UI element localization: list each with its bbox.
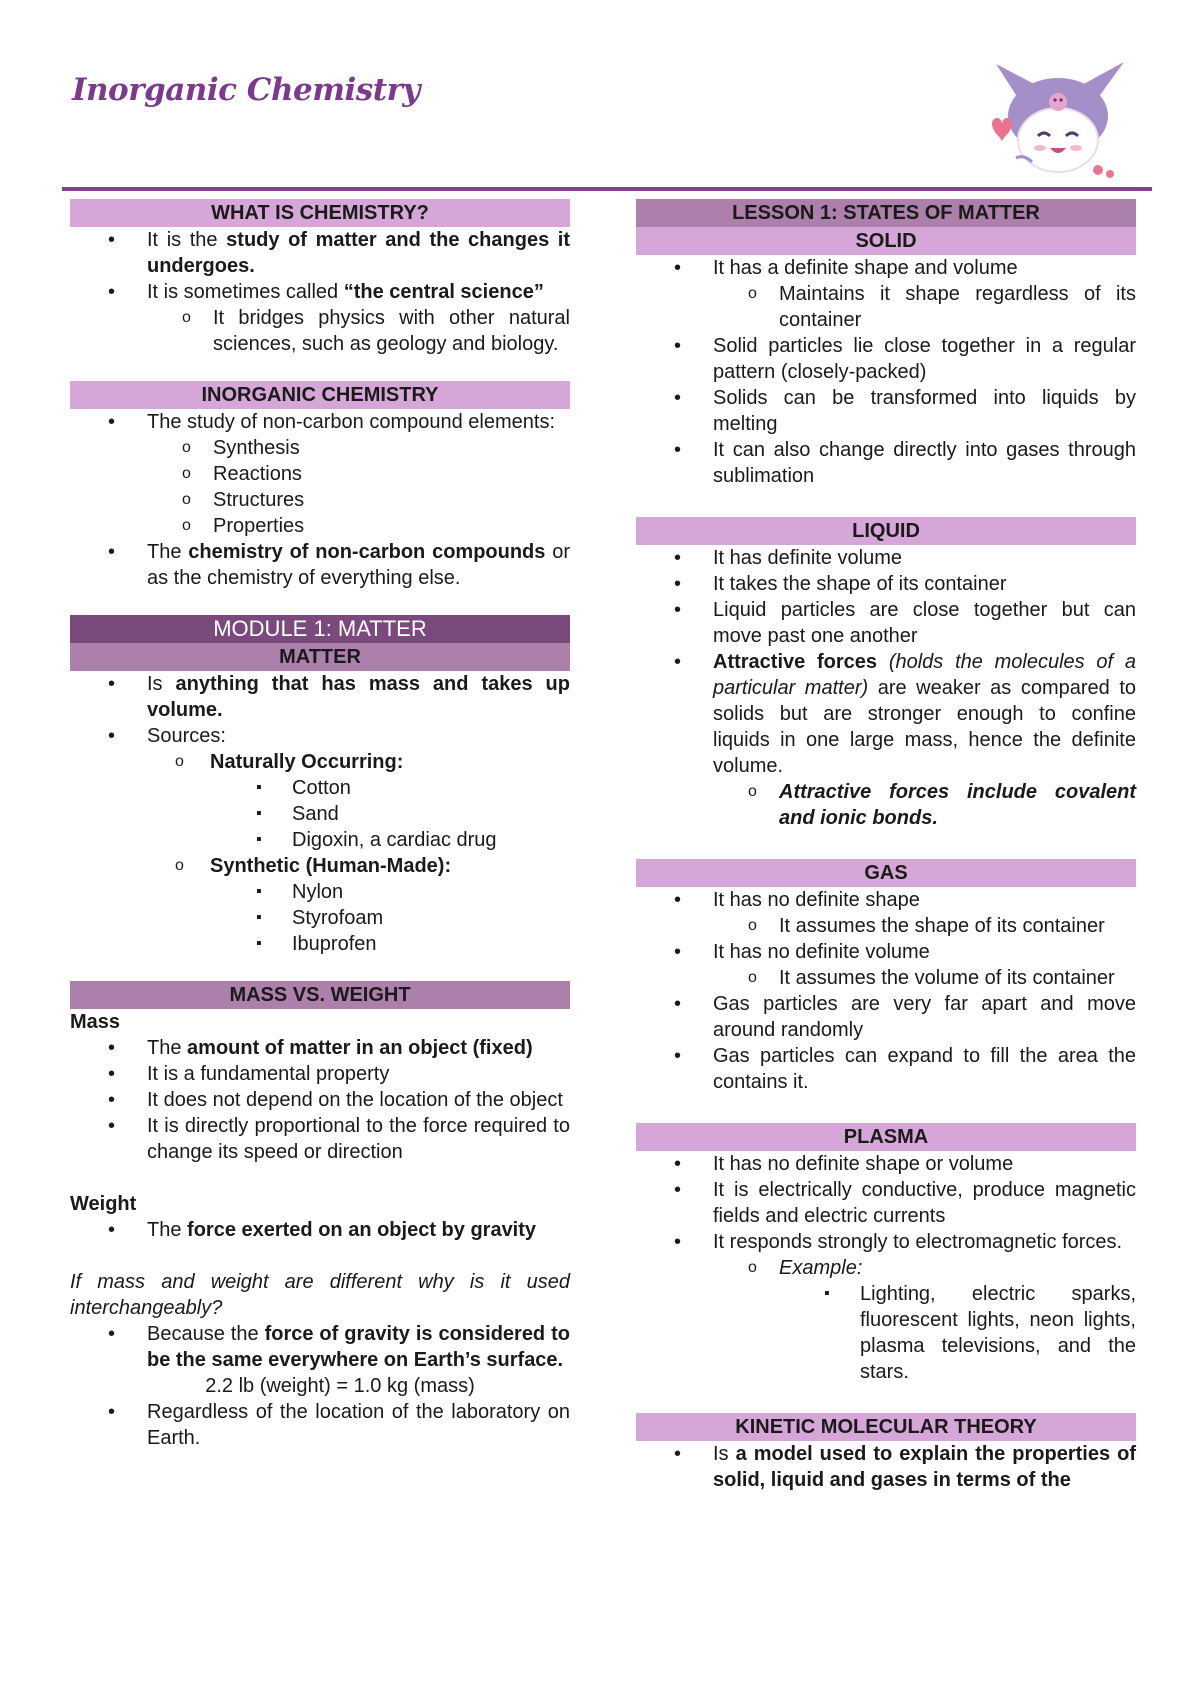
section-heading-what-is-chemistry: WHAT IS CHEMISTRY?: [70, 199, 570, 227]
section-heading-solid: SOLID: [636, 227, 1136, 255]
sub-list-item: o Maintains it shape regardless of its container: [636, 281, 1136, 333]
list-item: • It is a fundamental property: [70, 1061, 570, 1087]
section-heading-liquid: LIQUID: [636, 517, 1136, 545]
list-item: • Solid particles lie close together in a regular pattern (closely-packed): [636, 333, 1136, 385]
list-item: • Sources:: [70, 723, 570, 749]
sub-sub-list-item: ▪ Ibuprofen: [70, 931, 570, 957]
list-item: • It can also change directly into gases through sublimation: [636, 437, 1136, 489]
sub-sub-list-item: ▪ Nylon: [70, 879, 570, 905]
list-item: • The amount of matter in an object (fixed): [70, 1035, 570, 1061]
list-item: • It has no definite shape: [636, 887, 1136, 913]
section-heading-kinetic-molecular-theory: KINETIC MOLECULAR THEORY: [636, 1413, 1136, 1441]
section-heading-gas: GAS: [636, 859, 1136, 887]
list-item: • It is sometimes called “the central science” o It bridges physics with other natural sciences, such as geology and biology.: [70, 279, 570, 357]
list-item: • Solids can be transformed into liquids by melting: [636, 385, 1136, 437]
sub-list-item: o Properties: [70, 513, 570, 539]
module-heading: MODULE 1: MATTER: [70, 615, 570, 643]
sub-list-item: o Example:: [636, 1255, 1136, 1281]
sub-sub-list-item: ▪ Sand: [70, 801, 570, 827]
list-item: • Liquid particles are close together but can move past one another: [636, 597, 1136, 649]
sub-list-item: o It assumes the volume of its container: [636, 965, 1136, 991]
sub-sub-list-item: ▪ Lighting, electric sparks, fluorescent lights, neon lights, plasma televisions, and the stars.: [636, 1281, 1136, 1385]
list-item: • It does not depend on the location of the object: [70, 1087, 570, 1113]
page-title: Inorganic Chemistry: [72, 72, 420, 108]
equation-text: 2.2 lb (weight) = 1.0 kg (mass): [205, 1375, 475, 1397]
sub-sub-list-item: ▪ Styrofoam: [70, 905, 570, 931]
list-item: • It has definite volume: [636, 545, 1136, 571]
kuromi-character-icon: [978, 58, 1138, 186]
sub-list-item: o Structures: [70, 487, 570, 513]
list-item: • Gas particles can expand to fill the area the contains it.: [636, 1043, 1136, 1095]
list-item: • Gas particles are very far apart and move around randomly: [636, 991, 1136, 1043]
sub-sub-list-item: ▪ Cotton: [70, 775, 570, 801]
list-item: • It is directly proportional to the force required to change its speed or direction: [70, 1113, 570, 1165]
list-item: • It has a definite shape and volume: [636, 255, 1136, 281]
list-item: • The study of non-carbon compound elements:: [70, 409, 570, 435]
list-item: • It has no definite volume: [636, 939, 1136, 965]
section-heading-inorganic-chemistry: INORGANIC CHEMISTRY: [70, 381, 570, 409]
weight-label: Weight: [70, 1193, 137, 1215]
list-item: • It is the study of matter and the changes it undergoes.: [70, 227, 570, 279]
sub-list-item: o It assumes the shape of its container: [636, 913, 1136, 939]
list-item: • The force exerted on an object by gravity: [70, 1217, 570, 1243]
sub-list-label: o Naturally Occurring:: [70, 749, 570, 775]
right-column: [636, 199, 1136, 1493]
list-item: • It takes the shape of its container: [636, 571, 1136, 597]
sub-list-item: o Reactions: [70, 461, 570, 487]
list-item: • It has no definite shape or volume: [636, 1151, 1136, 1177]
list-item: • Regardless of the location of the laboratory on Earth.: [70, 1399, 570, 1451]
left-column: [70, 199, 570, 1451]
section-heading-plasma: PLASMA: [636, 1123, 1136, 1151]
lesson-heading: LESSON 1: STATES OF MATTER: [636, 199, 1136, 227]
sub-list-item: o Attractive forces include covalent and ionic bonds.: [636, 779, 1136, 831]
list-item: • The chemistry of non-carbon compounds or as the chemistry of everything else.: [70, 539, 570, 591]
question-text: If mass and weight are different why is it used interchangeably?: [70, 1271, 570, 1319]
header-divider: [62, 187, 1152, 191]
list-item: • Is anything that has mass and takes up volume.: [70, 671, 570, 723]
list-item: • Attractive forces (holds the molecules of a particular matter) are weaker as compared to solids but are stronger enough to confine liquids in one large mass, hence the definite volume.: [636, 649, 1136, 779]
sub-list-label: o Synthetic (Human-Made):: [70, 853, 570, 879]
list-item: • Because the force of gravity is considered to be the same everywhere on Earth’s surface.: [70, 1321, 570, 1373]
list-item: • It responds strongly to electromagnetic forces.: [636, 1229, 1136, 1255]
list-item: • Is a model used to explain the properties of solid, liquid and gases in terms of the: [636, 1441, 1136, 1493]
list-item: • It is electrically conductive, produce magnetic fields and electric currents: [636, 1177, 1136, 1229]
section-heading-mass-vs-weight: MASS VS. WEIGHT: [70, 981, 570, 1009]
mass-label: Mass: [70, 1011, 121, 1033]
sub-list-item: o Synthesis: [70, 435, 570, 461]
sub-list-item: o It bridges physics with other natural sciences, such as geology and biology.: [70, 305, 570, 357]
section-heading-matter: MATTER: [70, 643, 570, 671]
sub-sub-list-item: ▪ Digoxin, a cardiac drug: [70, 827, 570, 853]
